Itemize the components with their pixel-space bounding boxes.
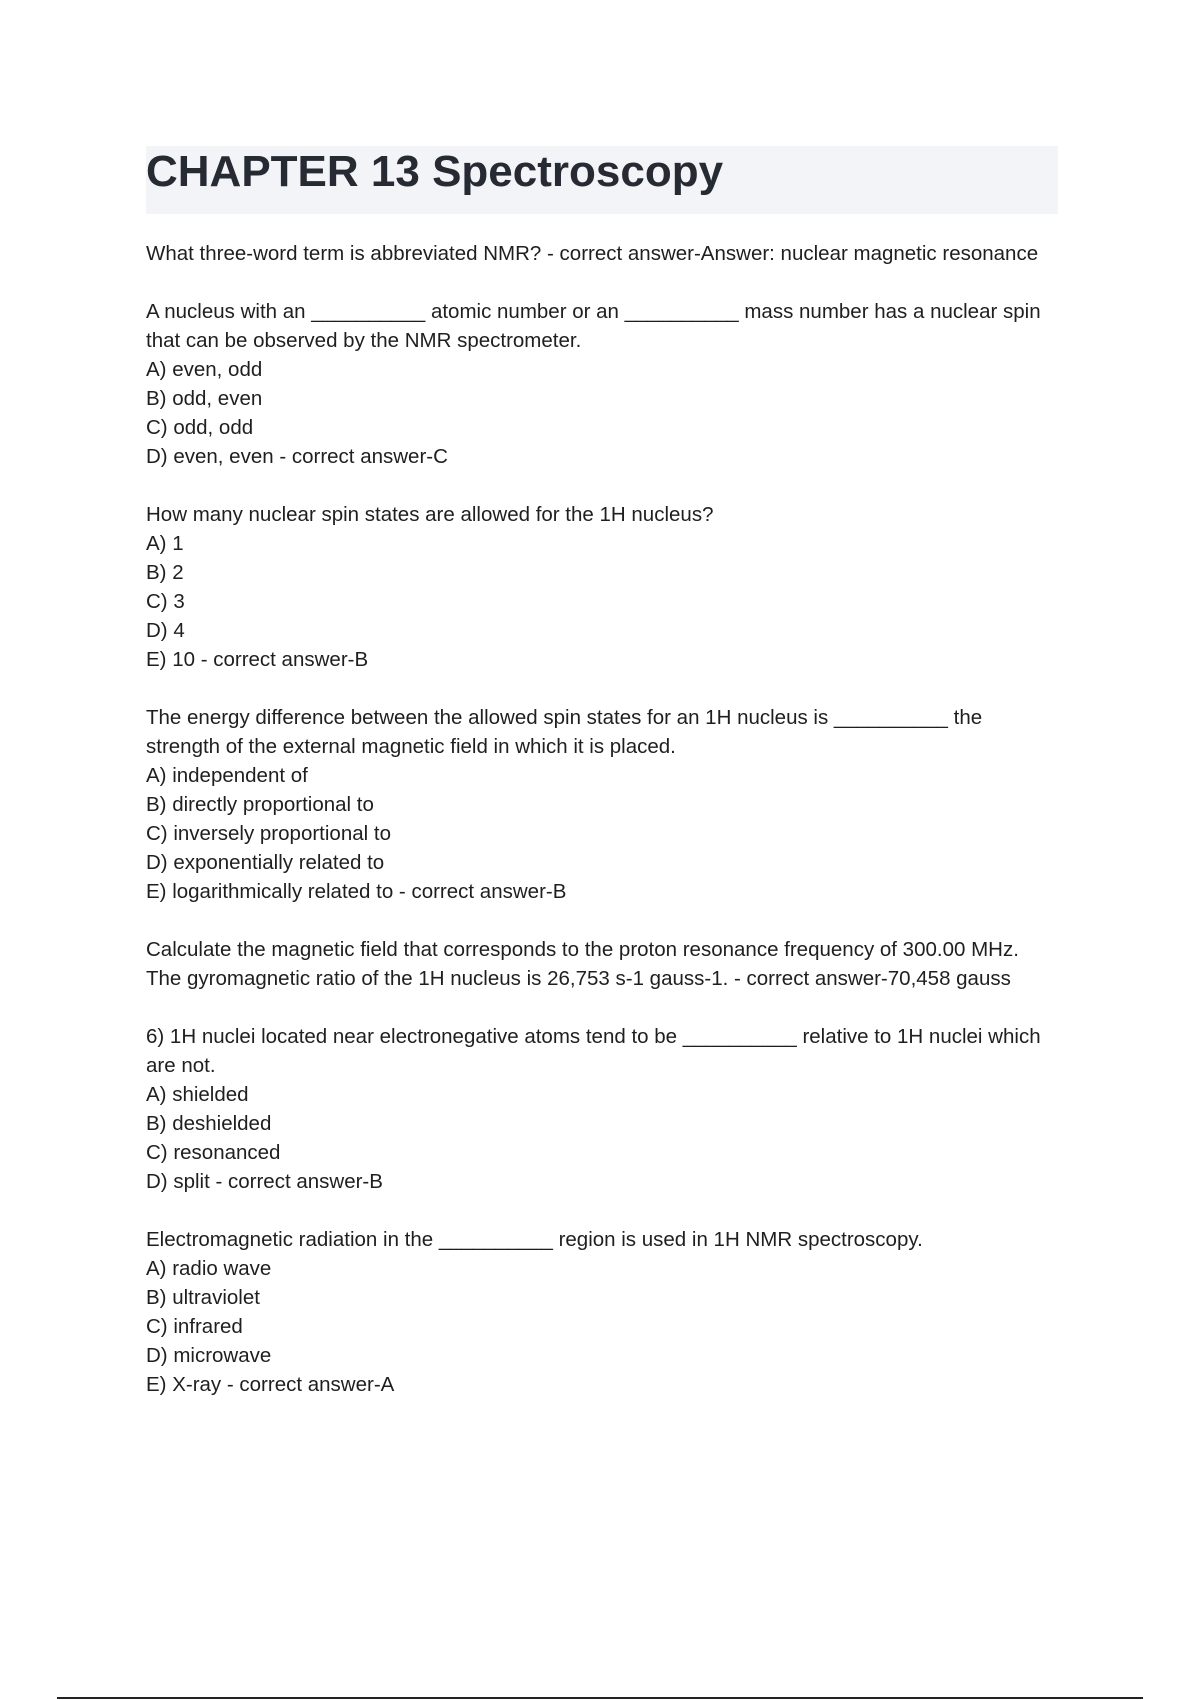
answer-option: C) infrared	[146, 1315, 243, 1338]
answer-option: A) shielded	[146, 1083, 249, 1106]
answer-option: C) 3	[146, 590, 185, 613]
answer-option: B) odd, even	[146, 387, 263, 410]
qa-list	[146, 239, 1058, 1428]
answer-option: A) even, odd	[146, 358, 263, 381]
question-text: What three-word term is abbreviated NMR? - correct answer-Answer: nuclear magnetic resonance	[146, 242, 1039, 265]
answer-option: B) deshielded	[146, 1112, 272, 1135]
answer-option: C) odd, odd	[146, 416, 254, 439]
footer-rule	[57, 1697, 1143, 1699]
answer-option: B) 2	[146, 561, 184, 584]
answer-options	[146, 1254, 1058, 1399]
question-text: How many nuclear spin states are allowed for the 1H nucleus?	[146, 503, 714, 526]
question-text: Electromagnetic radiation in the __________ region is used in 1H NMR spectroscopy.	[146, 1228, 923, 1251]
answer-option: C) resonanced	[146, 1141, 281, 1164]
answer-option: C) inversely proportional to	[146, 822, 391, 845]
answer-option: E) logarithmically related to - correct answer-B	[146, 880, 567, 903]
answer-option: B) ultraviolet	[146, 1286, 260, 1309]
answer-options	[146, 355, 1058, 471]
answer-options	[146, 1080, 1058, 1196]
qa-item	[146, 935, 1058, 993]
answer-option: D) split - correct answer-B	[146, 1170, 383, 1193]
answer-option: E) 10 - correct answer-B	[146, 648, 369, 671]
qa-item	[146, 500, 1058, 674]
answer-option: A) 1	[146, 532, 184, 555]
answer-option: A) independent of	[146, 764, 308, 787]
answer-options	[146, 529, 1058, 674]
answer-option: D) 4	[146, 619, 185, 642]
question-text: 6) 1H nuclei located near electronegative atoms tend to be __________ relative to 1H nuclei which are not.	[146, 1025, 1041, 1077]
answer-option: D) microwave	[146, 1344, 272, 1367]
answer-option: A) radio wave	[146, 1257, 272, 1280]
question-text: Calculate the magnetic field that corresponds to the proton resonance frequency of 300.00 MHz. The gyromagnetic ratio of the 1H nucleus is 26,753 s-1 gauss-1. - correct answer-70,458 gauss	[146, 938, 1019, 990]
qa-item	[146, 1022, 1058, 1196]
qa-item	[146, 703, 1058, 906]
question-text: The energy difference between the allowed spin states for an 1H nucleus is __________ the strength of the external magnetic field in which it is placed.	[146, 706, 983, 758]
qa-item	[146, 1225, 1058, 1399]
answer-option: D) even, even - correct answer-C	[146, 445, 448, 468]
question-text: A nucleus with an __________ atomic number or an __________ mass number has a nuclear spin that can be observed by the NMR spectrometer.	[146, 300, 1041, 352]
answer-option: D) exponentially related to	[146, 851, 385, 874]
answer-options	[146, 761, 1058, 906]
page-title: CHAPTER 13 Spectroscopy	[146, 147, 724, 196]
answer-option: B) directly proportional to	[146, 793, 374, 816]
answer-option: E) X-ray - correct answer-A	[146, 1373, 395, 1396]
qa-item	[146, 239, 1058, 268]
qa-item	[146, 297, 1058, 471]
